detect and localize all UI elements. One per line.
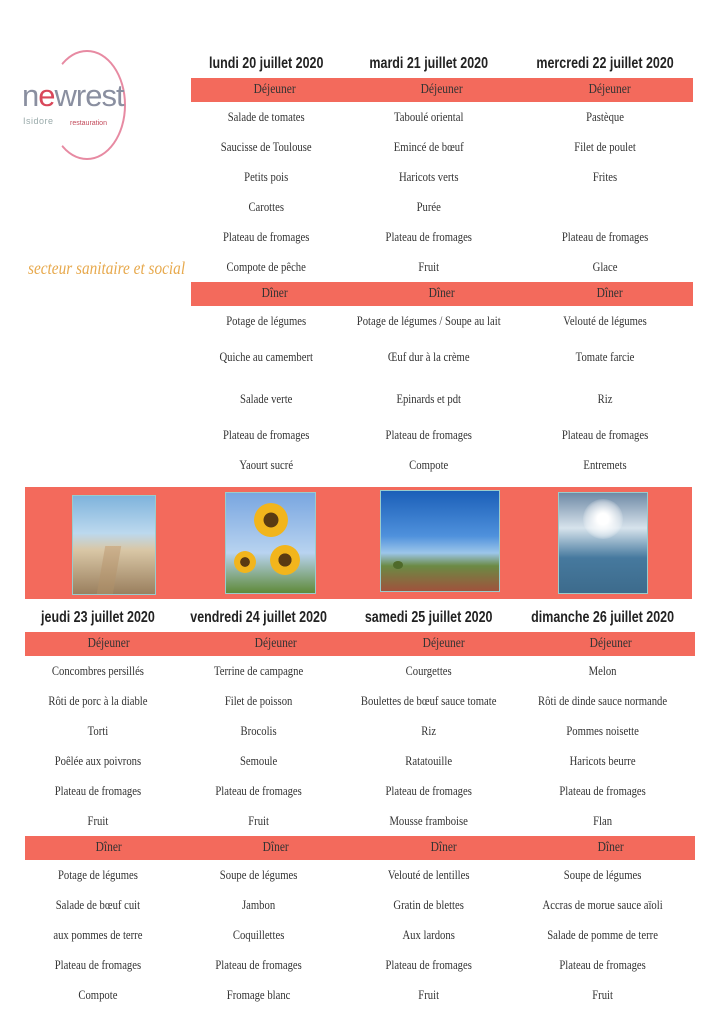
menu-item: Coquillettes: [232, 927, 285, 942]
menu-item: Brocolis: [240, 723, 277, 738]
lunch-band: [191, 78, 693, 102]
menu-week-2: [25, 604, 692, 1010]
menu-item: aux pommes de terre: [53, 927, 143, 942]
menu-item: Salade de tomates: [227, 109, 305, 124]
menu-item: Rôti de dinde sauce normande: [538, 693, 668, 708]
menu-item: Filet de poisson: [224, 693, 293, 708]
lunch-label: Déjeuner: [87, 636, 130, 651]
day-header: dimanche 26 juillet 2020: [531, 609, 675, 626]
menu-item: Fruit: [592, 987, 614, 1002]
lunch-label: Déjeuner: [255, 636, 298, 651]
menu-item: Semoule: [239, 753, 278, 768]
dinner-band: [25, 836, 695, 860]
day-header: mardi 21 juillet 2020: [369, 55, 489, 72]
day-header: vendredi 24 juillet 2020: [190, 609, 327, 626]
menu-item: Plateau de fromages: [561, 427, 649, 442]
menu-item: Terrine de campagne: [213, 663, 304, 678]
logo-subtext: Isidore: [23, 116, 54, 126]
lunch-label: Déjeuner: [422, 636, 465, 651]
menu-item: Concombres persillés: [51, 663, 144, 678]
lunch-label: Déjeuner: [253, 82, 296, 97]
menu-item: Fruit: [418, 987, 440, 1002]
menu-item: Velouté de lentilles: [387, 867, 470, 882]
lunch-band: [25, 632, 695, 656]
menu-item: Potage de légumes: [226, 313, 307, 328]
menu-item: Poêlée aux poivrons: [54, 753, 142, 768]
menu-item: Petits pois: [244, 169, 289, 184]
menu-item: Melon: [589, 663, 617, 678]
menu-item: Filet de poulet: [574, 139, 636, 154]
beach-path-photo: [72, 495, 156, 595]
menu-item: Fruit: [418, 259, 440, 274]
dinner-label: Dîner: [428, 286, 456, 301]
menu-item: Quiche au camembert: [219, 349, 313, 364]
menu-item: Entremets: [583, 457, 627, 472]
menu-item: Soupe de légumes: [219, 867, 298, 882]
menu-item: Epinards et pdt: [396, 391, 462, 406]
dinner-band: [191, 282, 693, 306]
menu-item: Riz: [597, 391, 613, 406]
menu-item: Purée: [417, 199, 442, 214]
menu-item: Plateau de fromages: [215, 957, 302, 972]
menu-item: Saucisse de Toulouse: [220, 139, 312, 154]
logo-wordmark: newrest: [22, 78, 124, 113]
logo-subtext-restauration: restauration: [70, 120, 107, 127]
menu-item: Flan: [593, 813, 613, 828]
menu-item: Frites: [592, 169, 618, 184]
menu-item: Emincé de bœuf: [394, 139, 465, 154]
menu-item: Salade verte: [240, 391, 293, 406]
menu-item: Fromage blanc: [226, 987, 291, 1002]
menu-item: Torti: [87, 723, 109, 738]
menu-item: Salade de pomme de terre: [547, 927, 659, 942]
day-header: samedi 25 juillet 2020: [364, 609, 493, 626]
menu-item: Carottes: [248, 199, 284, 214]
menu-item: Plateau de fromages: [222, 427, 310, 442]
dinner-label: Dîner: [263, 840, 290, 855]
lunch-label: Déjeuner: [588, 82, 631, 97]
day-header: mercredi 22 juillet 2020: [536, 55, 674, 72]
menu-item: Plateau de fromages: [385, 783, 472, 798]
menu-item: Velouté de légumes: [563, 313, 647, 328]
menu-item: Taboulé oriental: [394, 109, 464, 124]
menu-item: Salade de bœuf cuit: [55, 897, 141, 912]
menu-item: Plateau de fromages: [222, 229, 310, 244]
menu-item: Pommes noisette: [566, 723, 640, 738]
menu-item: Accras de morue sauce aïoli: [542, 897, 664, 912]
lunch-label: Déjeuner: [589, 636, 632, 651]
sunflowers-photo: [225, 492, 316, 594]
menu-item: Plateau de fromages: [561, 229, 649, 244]
sector-tagline: secteur sanitaire et social: [28, 258, 186, 278]
menu-item: Soupe de légumes: [564, 867, 642, 882]
menu-item: Jambon: [241, 897, 276, 912]
menu-item: Plateau de fromages: [385, 229, 473, 244]
menu-item: Plateau de fromages: [559, 957, 647, 972]
menu-item: Ratatouille: [405, 753, 453, 768]
day-header: lundi 20 juillet 2020: [208, 55, 324, 72]
menu-item: Plateau de fromages: [385, 957, 472, 972]
menu-item: Glace: [592, 259, 618, 274]
menu-item: Riz: [421, 723, 437, 738]
field-sky-photo: [380, 490, 500, 592]
dinner-label: Dîner: [95, 840, 122, 855]
menu-item: Potage de légumes / Soupe au lait: [357, 313, 502, 328]
menu-item: Boulettes de bœuf sauce tomate: [360, 693, 497, 708]
dinner-label: Dîner: [596, 286, 623, 301]
menu-item: Plateau de fromages: [54, 783, 142, 798]
menu-item: Compote de pêche: [226, 259, 306, 274]
menu-item: Mousse framboise: [389, 813, 468, 828]
menu-item: Plateau de fromages: [559, 783, 647, 798]
dinner-label: Dîner: [430, 840, 457, 855]
menu-week-1: [191, 50, 693, 480]
menu-item: Rôti de porc à la diable: [48, 693, 148, 708]
menu-item: Plateau de fromages: [54, 957, 142, 972]
menu-item: Œuf dur à la crème: [388, 349, 471, 364]
menu-item: Haricots verts: [399, 169, 459, 184]
menu-item: Compote: [409, 457, 449, 472]
menu-item: Haricots beurre: [569, 753, 636, 768]
menu-item: [533, 192, 677, 222]
dinner-label: Dîner: [597, 840, 624, 855]
lunch-label: Déjeuner: [420, 82, 464, 97]
menu-item: Potage de légumes: [57, 867, 138, 882]
menu-item: Courgettes: [405, 663, 452, 678]
newrest-logo: [18, 46, 124, 161]
menu-item: Compote: [78, 987, 118, 1002]
menu-item: Aux lardons: [402, 927, 455, 942]
day-header: jeudi 23 juillet 2020: [41, 609, 155, 626]
menu-item: Yaourt sucré: [239, 457, 294, 472]
menu-item: Plateau de fromages: [385, 427, 473, 442]
menu-item: Tomate farcie: [575, 349, 635, 364]
photo-strip: [25, 487, 692, 599]
menu-item: Pastèque: [585, 109, 624, 124]
menu-item: Fruit: [248, 813, 269, 828]
dinner-label: Dîner: [261, 286, 288, 301]
menu-item: Gratin de blettes: [393, 897, 464, 912]
sea-sunset-photo: [558, 492, 648, 594]
menu-item: Fruit: [87, 813, 109, 828]
menu-item: Plateau de fromages: [215, 783, 302, 798]
